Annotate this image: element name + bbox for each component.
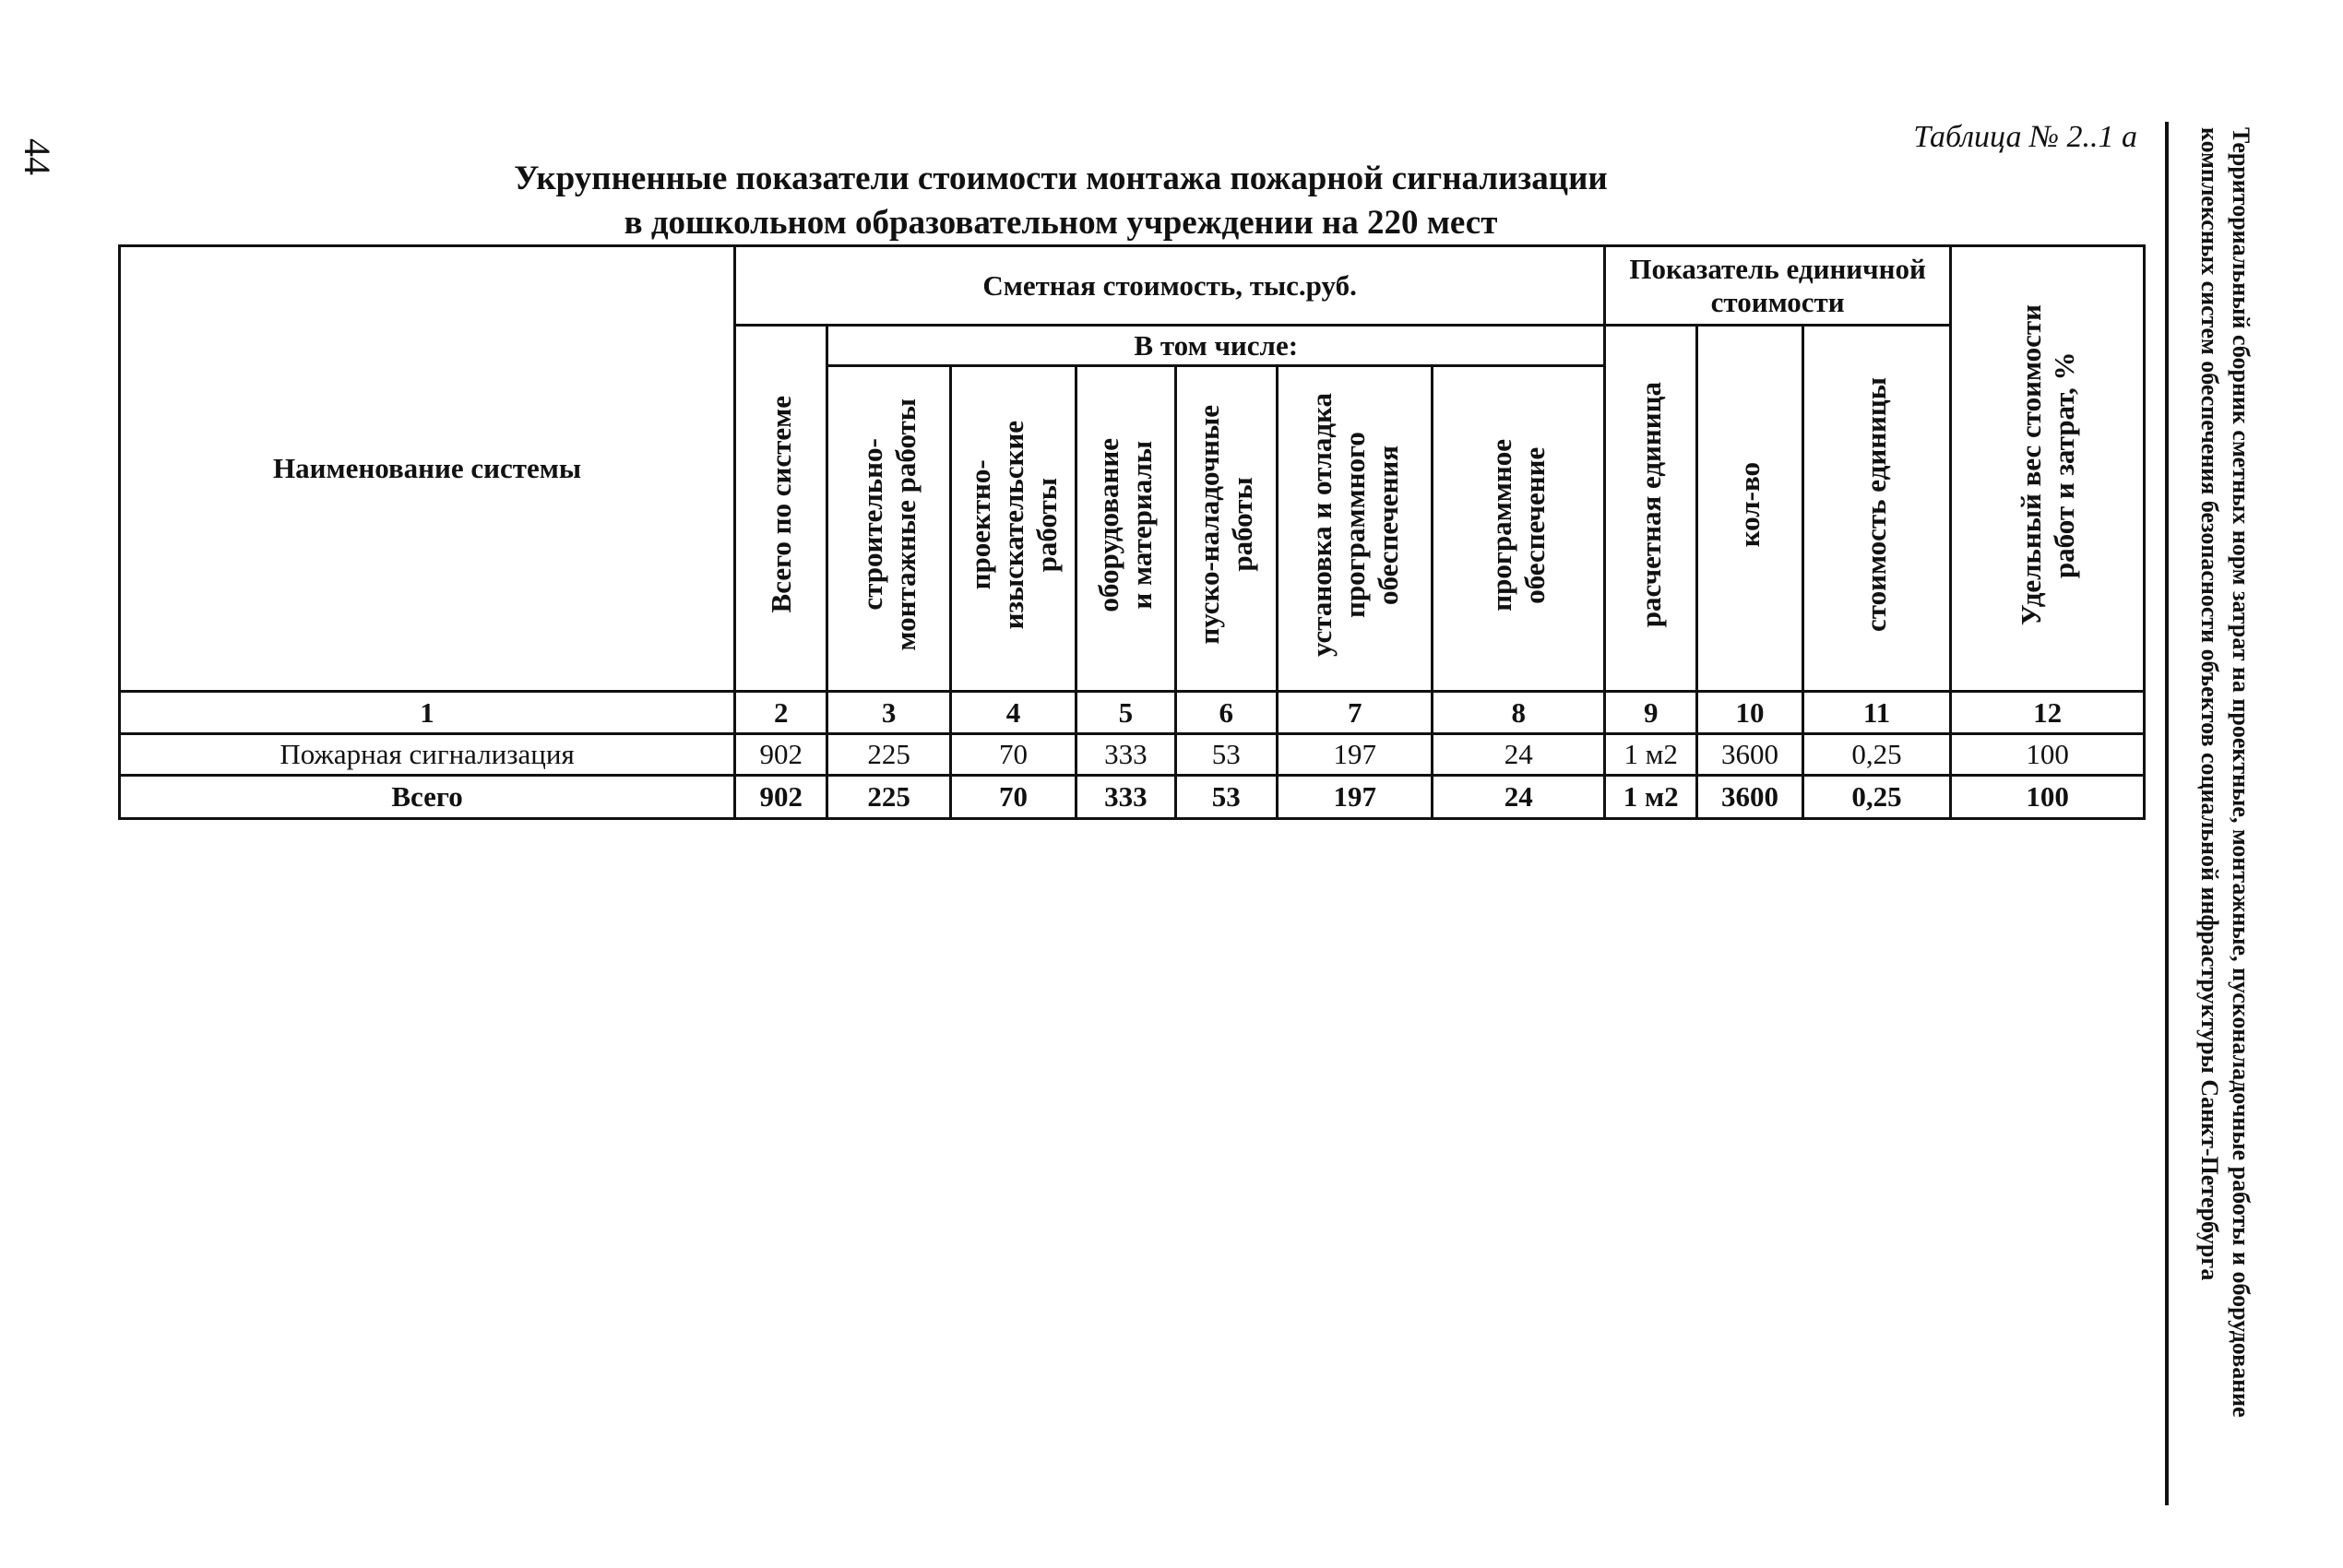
cost-table bbox=[118, 244, 2146, 820]
col-num: 10 bbox=[1697, 692, 1802, 734]
page-title bbox=[120, 157, 2002, 245]
col-num: 6 bbox=[1175, 692, 1277, 734]
header-software-setup-cell bbox=[1277, 366, 1433, 692]
cell-design: 70 bbox=[950, 776, 1076, 819]
header-software-setup: установка и отладка программного обеспечения bbox=[1304, 392, 1404, 657]
header-including: В том числе: bbox=[827, 326, 1605, 366]
header-design: проектно- изыскательские работы bbox=[963, 420, 1063, 630]
header-equipment: оборудование и материалы bbox=[1092, 437, 1159, 612]
table-label: Таблица № 2..1 а bbox=[1913, 120, 2137, 154]
col-num: 2 bbox=[735, 692, 827, 734]
cell-commissioning: 53 bbox=[1175, 776, 1277, 819]
header-commissioning-cell bbox=[1175, 366, 1277, 692]
header-estimated-cost: Сметная стоимость, тыс.руб. bbox=[735, 246, 1605, 326]
side-divider bbox=[2165, 122, 2169, 1505]
header-share-cell bbox=[1951, 246, 2145, 692]
header-system-name: Наименование системы bbox=[120, 246, 735, 692]
running-header-line-1: Территориальный сборник сметных норм затрат на проектные, монтажные, пусконаладочные работы и оборудование bbox=[2228, 127, 2254, 1418]
cell-qty: 3600 bbox=[1697, 734, 1802, 776]
cell-total: 902 bbox=[735, 734, 827, 776]
table-row bbox=[120, 734, 2145, 776]
col-num: 4 bbox=[950, 692, 1076, 734]
cell-software-setup: 197 bbox=[1277, 734, 1433, 776]
running-header-line-2: комплексных систем обеспечения безопасности объектов социальной инфраструктуры Санкт-Петербурга bbox=[2196, 127, 2223, 1281]
cell-commissioning: 53 bbox=[1175, 734, 1277, 776]
cell-qty: 3600 bbox=[1697, 776, 1802, 819]
header-design-cell bbox=[950, 366, 1076, 692]
cell-share: 100 bbox=[1951, 734, 2145, 776]
total-row bbox=[120, 776, 2145, 819]
cell-share: 100 bbox=[1951, 776, 2145, 819]
header-construction-cell bbox=[827, 366, 950, 692]
cell-construction: 225 bbox=[827, 776, 950, 819]
page-number: 44 bbox=[17, 138, 58, 175]
header-calc-unit-cell bbox=[1605, 326, 1697, 692]
header-software: программное обеспечение bbox=[1485, 438, 1552, 612]
header-construction: строительно- монтажные работы bbox=[855, 398, 922, 651]
col-num: 12 bbox=[1951, 692, 2145, 734]
col-num: 8 bbox=[1433, 692, 1605, 734]
header-software-cell bbox=[1433, 366, 1605, 692]
cell-equipment: 333 bbox=[1076, 734, 1175, 776]
cell-name: Всего bbox=[120, 776, 735, 819]
cell-software: 24 bbox=[1433, 734, 1605, 776]
cell-unit: 1 м2 bbox=[1605, 776, 1697, 819]
header-unit-price-cell bbox=[1802, 326, 1951, 692]
col-num: 11 bbox=[1802, 692, 1951, 734]
header-total-cell bbox=[735, 326, 827, 692]
title-line-2: в дошкольном образовательном учреждении на 220 мест bbox=[624, 204, 1498, 242]
header-calc-unit: расчетная единица bbox=[1634, 381, 1667, 628]
header-unit-price: стоимость единицы bbox=[1860, 377, 1893, 632]
cell-construction: 225 bbox=[827, 734, 950, 776]
header-share: Удельный вес стоимости работ и затрат, % bbox=[2014, 303, 2080, 626]
header-quantity-cell bbox=[1697, 326, 1802, 692]
header-quantity: кол-во bbox=[1733, 461, 1766, 548]
cell-software: 24 bbox=[1433, 776, 1605, 819]
header-commissioning: пуско-наладочные работы bbox=[1193, 405, 1259, 645]
cell-equipment: 333 bbox=[1076, 776, 1175, 819]
col-num: 5 bbox=[1076, 692, 1175, 734]
cell-software-setup: 197 bbox=[1277, 776, 1433, 819]
cell-unit-price: 0,25 bbox=[1802, 776, 1951, 819]
running-header bbox=[2194, 127, 2256, 1419]
cell-design: 70 bbox=[950, 734, 1076, 776]
header-total-system: Всего по системе bbox=[764, 396, 797, 613]
header-unit-cost: Показатель единичной стоимости bbox=[1605, 246, 1951, 326]
title-line-1: Укрупненные показатели стоимости монтажа пожарной сигнализации bbox=[514, 160, 1608, 197]
col-num: 1 bbox=[120, 692, 735, 734]
header-equipment-cell bbox=[1076, 366, 1175, 692]
col-num: 7 bbox=[1277, 692, 1433, 734]
col-num: 9 bbox=[1605, 692, 1697, 734]
cell-total: 902 bbox=[735, 776, 827, 819]
column-number-row bbox=[120, 692, 2145, 734]
cell-unit: 1 м2 bbox=[1605, 734, 1697, 776]
col-num: 3 bbox=[827, 692, 950, 734]
cell-unit-price: 0,25 bbox=[1802, 734, 1951, 776]
cell-name: Пожарная сигнализация bbox=[120, 734, 735, 776]
